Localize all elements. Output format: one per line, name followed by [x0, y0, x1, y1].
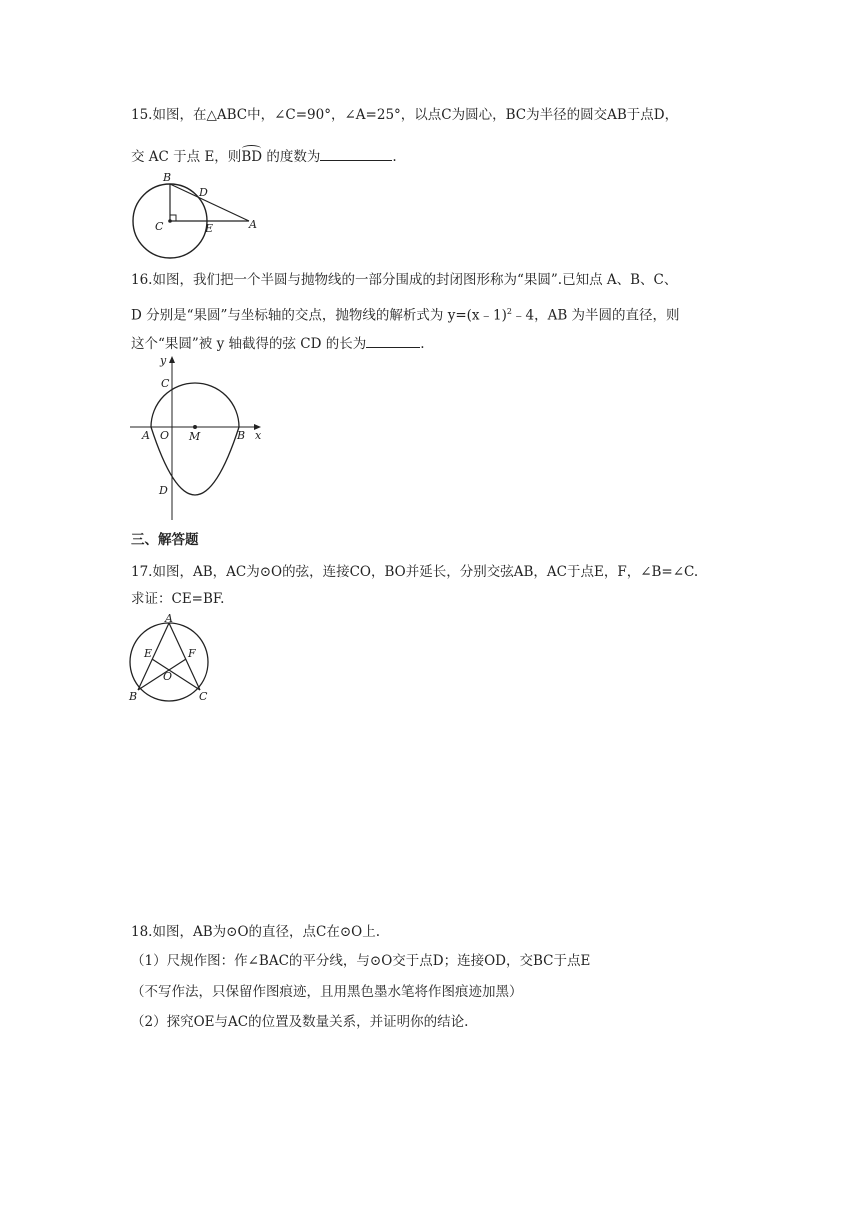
q16-line2-pre: D 分别是“果圆”与坐标轴的交点，抛物线的解析式为 y=(x﹣1): [131, 307, 507, 324]
q18-line2: （1）尺规作图：作∠BAC的平分线，与⊙O交于点D；连接OD，交BC于点E: [131, 953, 591, 969]
q15-line1: 15.如图，在△ABC中，∠C=90°，∠A=25°，以点C为圆心，BC为半径的圆交AB于点D，: [131, 107, 679, 123]
q17-line1: 17.如图，AB，AC为⊙O的弦，连接CO，BO并延长，分别交弦AB，AC于点E，F，∠B=∠C.: [131, 564, 699, 580]
q16-label-m: M: [189, 430, 201, 443]
q15-center-dot: [168, 219, 172, 223]
q15-line2: [131, 146, 397, 166]
q16-line2: [131, 303, 680, 325]
q15-line2-pre: 交 AC 于点 E，则: [131, 149, 242, 165]
q16-label-o: O: [160, 429, 170, 442]
q16-line1: 16.如图，我们把一个半圆与抛物线的一部分围成的封闭图形称为“果圆”.已知点 A、B、C、: [131, 272, 678, 288]
q15-line2-end: .: [392, 149, 397, 165]
q17-figure: [124, 612, 214, 707]
q18-line3: （不写作法，只保留作图痕迹，且用黑色墨水笔将作图痕迹加黑）: [131, 984, 523, 1000]
q15-line2-post: 的度数为: [262, 149, 321, 165]
q16-line3: [131, 333, 425, 353]
q17-label-f: F: [188, 647, 196, 660]
q16-y-arrow: [169, 356, 175, 363]
section-title: 三、解答题: [131, 532, 199, 548]
q16-figure: [128, 352, 268, 522]
q16-exponent: 2: [506, 307, 512, 316]
q16-label-a: A: [142, 429, 150, 442]
q16-line3-pre: 这个“果圆”被 y 轴截得的弦 CD 的长为: [131, 336, 367, 352]
q17-circle: [130, 623, 208, 701]
q16-label-c: C: [161, 377, 170, 390]
q17-label-b: B: [129, 690, 138, 703]
q16-line3-end: .: [420, 336, 425, 352]
arc-bd-label: BD: [241, 149, 263, 165]
q15-label-a: A: [249, 218, 257, 231]
q17-label-e: E: [144, 647, 153, 660]
q17-line2: 求证：CE=BF.: [131, 591, 225, 607]
q16-answer-blank[interactable]: [366, 333, 420, 348]
q16-label-x: x: [255, 429, 262, 442]
q16-point-m: [193, 425, 197, 429]
q15-label-e: E: [205, 222, 214, 235]
q15-segment-ab: [170, 184, 249, 221]
q15-answer-blank[interactable]: [320, 146, 392, 161]
q17-label-a: A: [165, 612, 173, 625]
q16-label-d: D: [159, 484, 168, 497]
q18-line1: 18.如图，AB为⊙O的直径，点C在⊙O上.: [131, 924, 381, 940]
q15-label-d: D: [199, 186, 208, 199]
q15-label-c: C: [155, 220, 164, 233]
q16-label-y: y: [160, 354, 167, 367]
q15-label-b: B: [163, 171, 172, 184]
q16-line2-post: ﹣4，AB 为半圆的直径，则: [511, 307, 680, 324]
q15-figure: [125, 170, 265, 265]
q17-label-c: C: [199, 690, 208, 703]
q17-label-o: O: [163, 670, 173, 683]
q18-line4: （2）探究OE与AC的位置及数量关系，并证明你的结论.: [131, 1014, 469, 1030]
q16-label-b: B: [237, 429, 246, 442]
